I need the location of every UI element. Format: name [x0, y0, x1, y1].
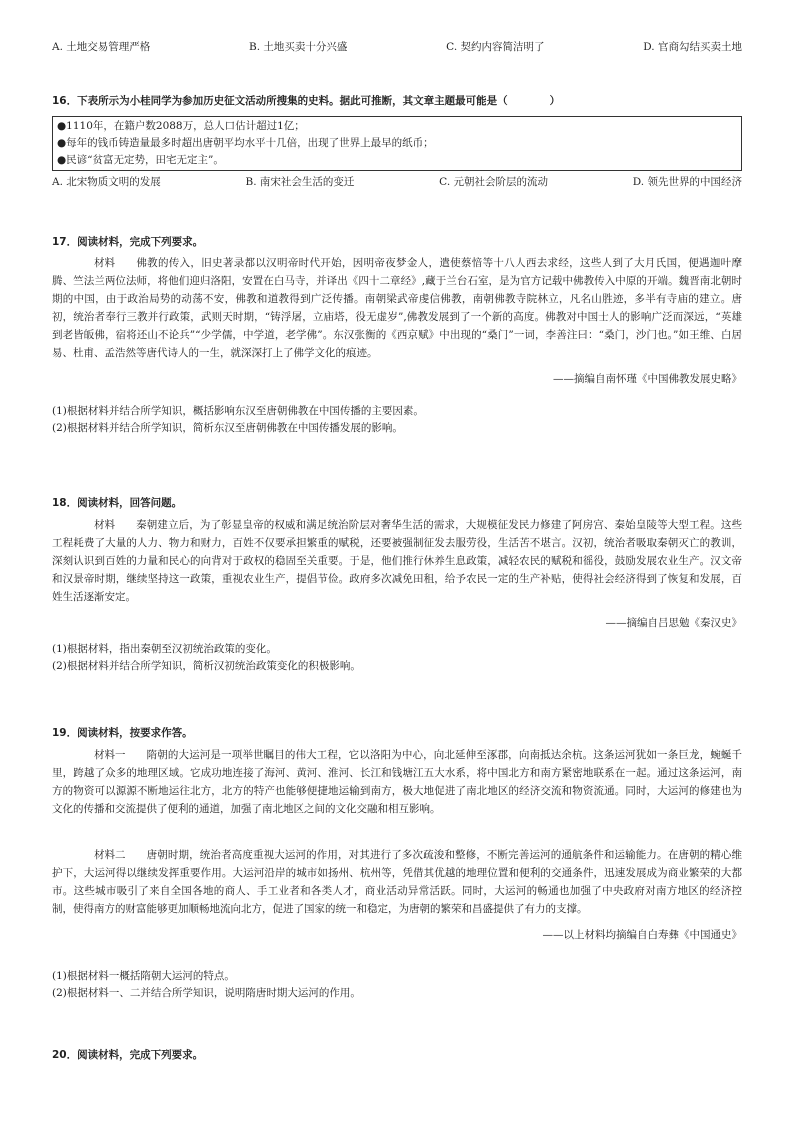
q16-option-a[interactable]: A. 北宋物质文明的发展 [52, 176, 161, 188]
q20-title: 20．阅读材料，完成下列要求。 [52, 1049, 204, 1061]
q15-option-a[interactable]: A. 土地交易管理严格 [52, 41, 151, 53]
q19-subquestions [52, 968, 742, 1002]
q15-option-d[interactable]: D. 官商勾结买卖土地 [643, 41, 742, 53]
q16-item: ●每年的钱币铸造量最多时超出唐朝平均水平十几倍，出现了世界上最早的纸币； [57, 137, 434, 149]
q19-sub-2: (2)根据材料一、二并结合所学知识，说明隋唐时期大运河的作用。 [52, 987, 361, 999]
q19-source: ——以上材料均摘编自白寿彝《中国通史》 [542, 929, 742, 941]
q18-source: ——摘编自吕思勉《秦汉史》 [605, 617, 742, 629]
q19-material-1 [52, 746, 742, 818]
q18-title: 18．阅读材料，回答问题。 [52, 497, 183, 509]
q17-title: 17．阅读材料，完成下列要求。 [52, 236, 204, 248]
q19-material-1-label: 材料一 [94, 749, 126, 761]
q19-material-2 [52, 846, 742, 944]
q17-sub-1: (1)根据材料并结合所学知识，概括影响东汉至唐朝佛教在中国传播的主要因素。 [52, 405, 424, 417]
q18-material-label: 材料 [94, 519, 115, 531]
q17-material-text: 佛教的传入，旧史著录都以汉明帝时代开始，因明帝夜梦金人，遣使蔡愔等十八人西去求经，这些人到了大月氏国，便遇迦叶摩腾、竺法兰两位法师，将他们迎归洛阳，安置在白马寺，并译出《四十二章经》,藏于兰台石室，是为官方记载中佛教传入中原的开端。魏晋南北朝时期的中国，由于政治局势的动荡不安，佛教和道教得到广泛传播。南朝梁武帝虔信佛教，南朝佛教寺院林立，凡名山胜迹，多半有寺庙的建立。唐初，统治者奉行三教并行政策，武则天时期，“铸浮屠，立庙塔，役无虚岁”,佛教发展到了一个新的高度。佛教对中国士人的影响广泛而深远，“英雄到老皆皈佛，宿将还山不论兵”“少学儒，中学道，老学佛”。东汉张衡的《西京赋》中出现的“桑门”一词，李善注曰：“桑门，沙门也。”如王维、白居易、杜甫、孟浩然等唐代诗人的一生，就深深打上了佛学文化的痕迹。 [52, 257, 742, 359]
q17-material [52, 254, 742, 388]
q17-sub-2: (2)根据材料并结合所学知识，简析东汉至唐朝佛教在中国传播发展的影响。 [52, 422, 403, 434]
q18-material-text: 秦朝建立后，为了彰显皇帝的权威和满足统治阶层对奢华生活的需求，大规模征发民力修建了阿房宫、秦始皇陵等大型工程。这些工程耗费了大量的人力、物力和财力，百姓不仅要承担繁重的赋税，还要被强制征发去服劳役，生活苦不堪言。汉初，统治者吸取秦朝灭亡的教训，深刻认识到百姓的力量和民心的向背对于政权的稳固至关重要。于是，他们推行休养生息政策，减轻农民的赋税和徭役，鼓励发展农业生产。汉文帝和汉景帝时期，继续坚持这一政策，重视农业生产，提倡节俭。政府多次减免田租，给予农民一定的生产补贴，使得社会经济得到了恢复和发展，百姓生活逐渐安定。 [52, 519, 742, 603]
q15-options [52, 38, 748, 56]
q15-option-b[interactable]: B. 土地买卖十分兴盛 [249, 41, 348, 53]
q17-subquestions [52, 403, 742, 437]
q19-title: 19．阅读材料，按要求作答。 [52, 727, 193, 739]
q18-subquestions [52, 641, 742, 675]
q16-item: ●1110年，在籍户数2088万，总人口估计超过1亿； [57, 120, 305, 132]
q19-sub-1: (1)根据材料一概括隋朝大运河的特点。 [52, 970, 235, 982]
q16-item: ●民谚“贫富无定势，田宅无定主”。 [57, 154, 224, 166]
q16-option-b[interactable]: B. 南宋社会生活的变迁 [245, 176, 355, 188]
q16-option-c[interactable]: C. 元朝社会阶层的流动 [439, 176, 549, 188]
q17-source: ——摘编自南怀瑾《中国佛教发展史略》 [553, 373, 742, 385]
q18-material [52, 516, 742, 632]
q18-sub-1: (1)根据材料，指出秦朝至汉初统治政策的变化。 [52, 643, 277, 655]
q19-material-2-text: 唐朝时期，统治者高度重视大运河的作用，对其进行了多次疏浚和整修，不断完善运河的通航条件和运输能力。在唐朝的精心维护下，大运河得以继续发挥重要作用。大运河沿岸的城市如扬州、杭州等，凭借其优越的地理位置和便利的交通条件，迅速发展成为商业繁荣的大都市。这些城市吸引了来自全国各地的商人、手工业者和各类人才，商业活动异常活跃。同时，大运河的畅通也加强了中央政府对南方地区的经济控制，使得南方的财富能够更加顺畅地流向北方，促进了国家的统一和稳定，为唐朝的繁荣和昌盛提供了有力的支撑。 [52, 849, 742, 915]
q19-material-2-label: 材料二 [94, 849, 126, 861]
q16-options [52, 173, 748, 191]
q17-material-label: 材料 [94, 257, 115, 269]
q19-material-1-text: 隋朝的大运河是一项举世瞩目的伟大工程，它以洛阳为中心，向北延伸至涿郡，向南抵达余杭。这条运河犹如一条巨龙，蜿蜒千里，跨越了众多的地理区域。它成功地连接了海河、黄河、淮河、长江和钱塘江五大水系，将中国北方和南方紧密地联系在一起。通过这条运河，南方的物资可以源源不断地运往北方，北方的特产也能够便捷地运输到南方，极大地促进了南北地区的经济交流和物资流通。同时，大运河的修建也为文化的传播和交流提供了便利的通道，加强了南北地区之间的文化交融和相互影响。 [52, 749, 742, 815]
q16-option-d[interactable]: D. 领先世界的中国经济 [632, 176, 742, 188]
q15-option-c[interactable]: C. 契约内容简洁明了 [446, 41, 545, 53]
q16-title: 16．下表所示为小桂同学为参加历史征文活动所搜集的史料。据此可推断，其文章主题最可能是（ ） [52, 95, 561, 107]
q16-source-table [52, 116, 742, 171]
q18-sub-2: (2)根据材料并结合所学知识，简析汉初统治政策变化的积极影响。 [52, 660, 361, 672]
